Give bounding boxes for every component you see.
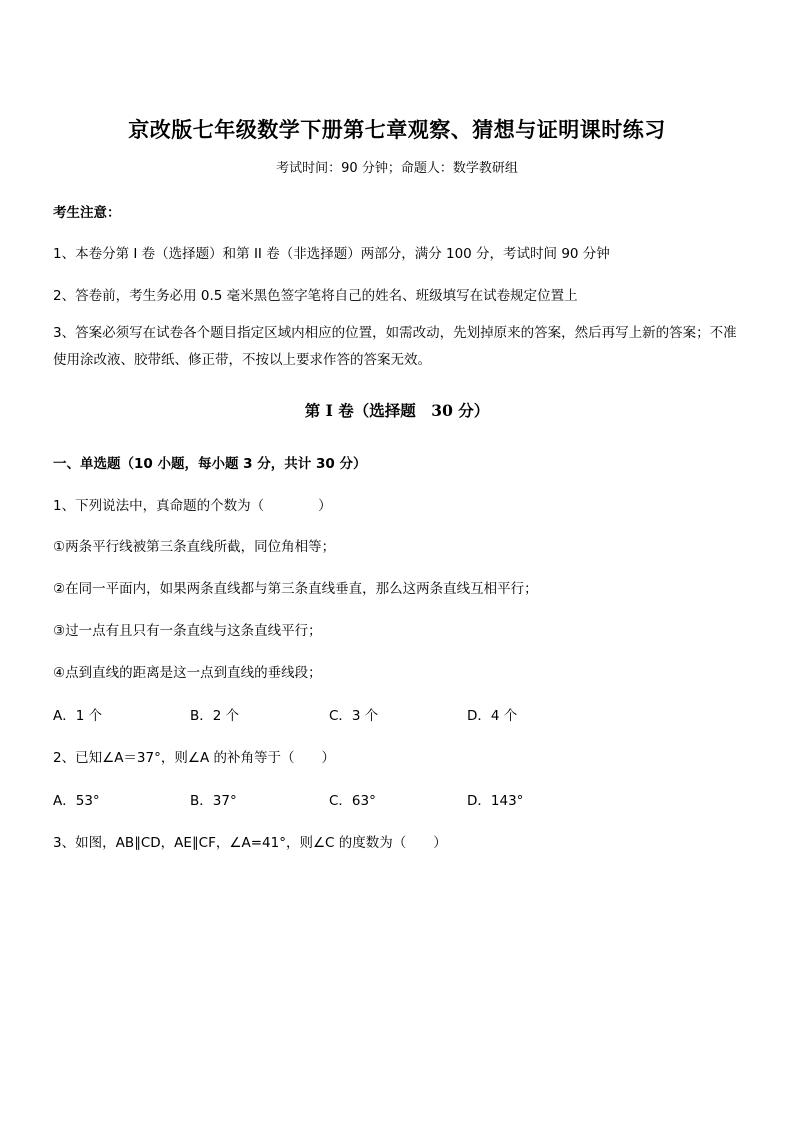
answer-option-c: C．3 个	[329, 708, 379, 724]
answer-option-c: C．63°	[329, 793, 376, 809]
exam-info: 考试时间：90 分钟；命题人：数学教研组	[276, 161, 518, 176]
part-heading: 一、单选题（10 小题，每小题 3 分，共计 30 分）	[53, 456, 367, 472]
question-statement: ③过一点有且只有一条直线与这条直线平行；	[53, 623, 322, 639]
notice-item: 3、答案必须写在试卷各个题目指定区域内相应的位置，如需改动，先划掉原来的答案，然后再写上新的答案；不准使用涂改液、胶带纸、修正带，不按以上要求作答的答案无效。	[53, 325, 737, 368]
notice-heading: 考生注意：	[53, 205, 121, 221]
answer-option-d: D．4 个	[467, 708, 518, 724]
answer-option-a: A．53°	[53, 793, 100, 809]
question-statement: ②在同一平面内，如果两条直线都与第三条直线垂直，那么这两条直线互相平行；	[53, 581, 538, 597]
question-stem: 3、如图，AB∥CD，AE∥CF，∠A=41°，则∠C 的度数为（ ）	[53, 835, 447, 851]
notice-item: 1、本卷分第 I 卷（选择题）和第 II 卷（非选择题）两部分，满分 100 分，考试时间 90 分钟	[53, 246, 610, 262]
question-statement: ①两条平行线被第三条直线所截，同位角相等；	[53, 539, 336, 555]
question-statement: ④点到直线的距离是这一点到直线的垂线段；	[53, 665, 322, 681]
question-stem: 1、下列说法中，真命题的个数为（ ）	[53, 498, 332, 514]
section-title: 第 I 卷（选择题 30 分）	[304, 401, 490, 420]
page-title: 京改版七年级数学下册第七章观察、猜想与证明课时练习	[128, 117, 666, 142]
answer-option-b: B．2 个	[190, 708, 240, 724]
notice-item: 2、答卷前，考生务必用 0.5 毫米黑色签字笔将自己的姓名、班级填写在试卷规定位置上	[53, 288, 578, 304]
question-stem: 2、已知∠A＝37°，则∠A 的补角等于（ ）	[53, 750, 335, 766]
answer-option-d: D．143°	[467, 793, 524, 809]
answer-option-a: A．1 个	[53, 708, 103, 724]
answer-option-b: B．37°	[190, 793, 237, 809]
